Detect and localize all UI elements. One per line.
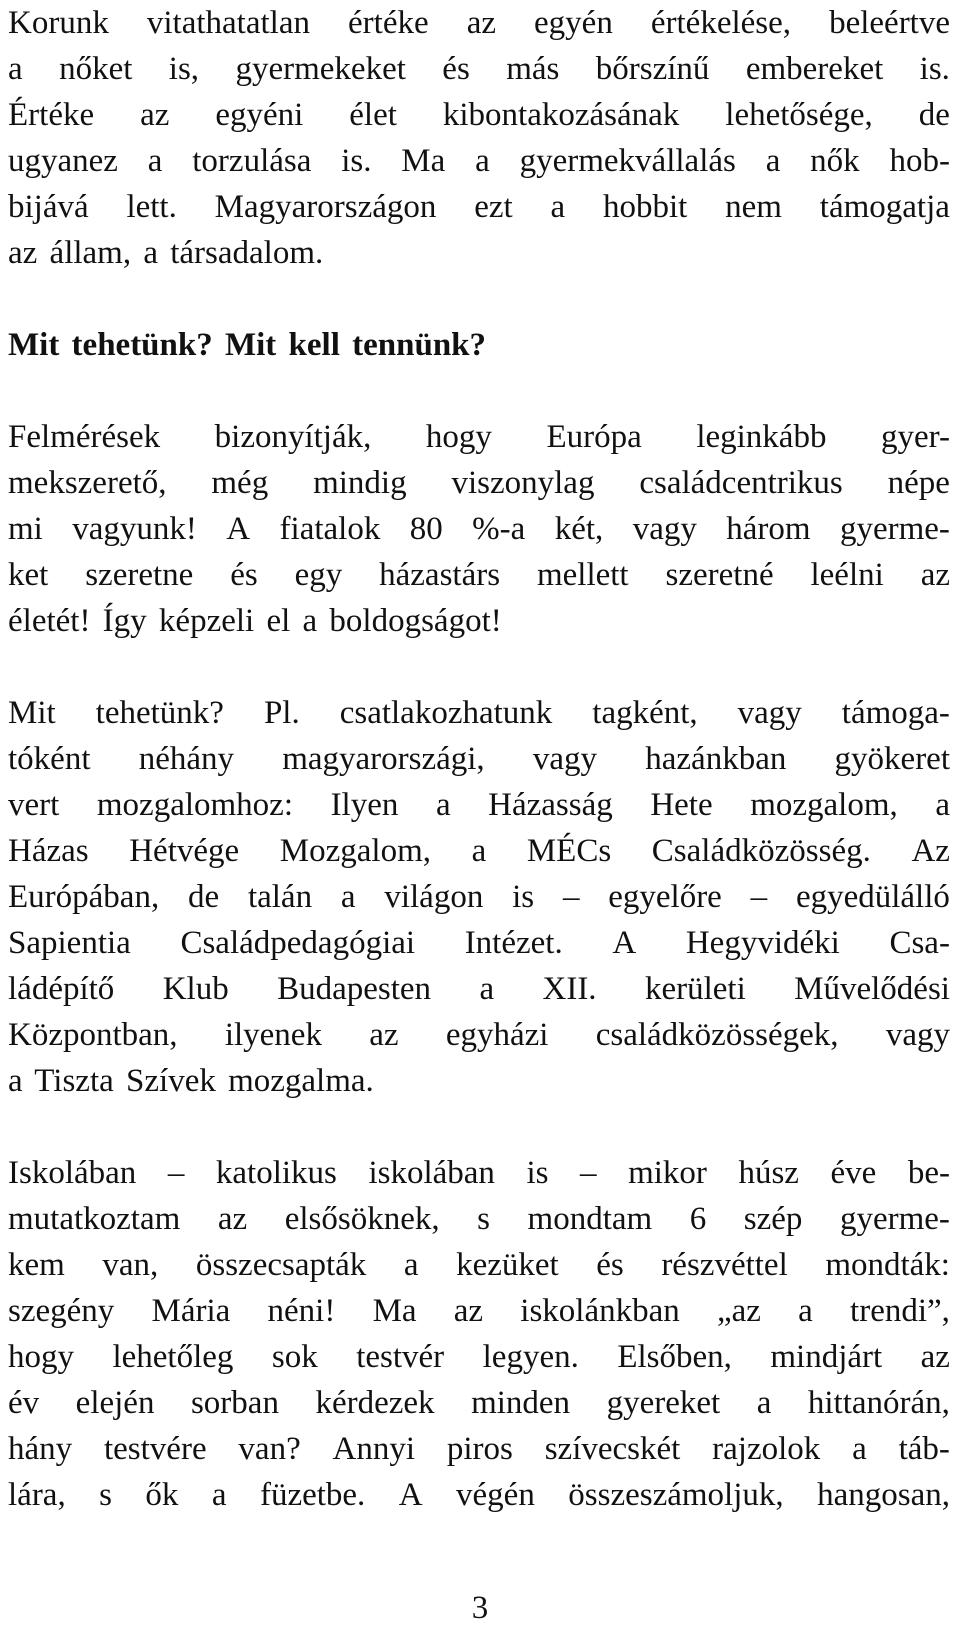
paragraph-survey [8, 414, 950, 644]
text-line: a Tiszta Szívek mozgalma. [8, 1063, 374, 1099]
text-line: Iskolában – katolikus iskolában is – mikor húsz éve be- [8, 1155, 950, 1191]
text-line: Sapientia Családpedagógiai Intézet. A Hegyvidéki Csa- [8, 925, 950, 961]
text-line: hogy lehetőleg sok testvér legyen. Elsőben, mindjárt az [8, 1339, 950, 1375]
text-line: ket szeretne és egy házastárs mellett szeretné leélni az [8, 557, 950, 593]
text-line: kem van, összecsapták a kezüket és részvéttel mondták: [8, 1247, 950, 1283]
text-line: Mit tehetünk? Pl. csatlakozhatunk tagként, vagy támoga- [8, 695, 950, 731]
text-line: ládépítő Klub Budapesten a XII. kerületi Művelődési [8, 971, 950, 1007]
text-line: bijává lett. Magyarországon ezt a hobbit nem támogatja [8, 189, 950, 225]
text-line: hány testvére van? Annyi piros szívecskét rajzolok a táb- [8, 1431, 950, 1467]
paragraph-intro [8, 0, 950, 276]
text-line: szegény Mária néni! Ma az iskolánkban „az a trendi”, [8, 1293, 950, 1329]
page-number: 3 [471, 1590, 489, 1626]
text-line: Korunk vitathatatlan értéke az egyén értékelése, beleértve [8, 5, 950, 41]
text-line: Értéke az egyéni élet kibontakozásának lehetősége, de [8, 97, 950, 133]
text-line: a nőket is, gyermekeket és más bőrszínű embereket is. [8, 51, 950, 87]
text-line: vert mozgalomhoz: Ilyen a Házasság Hete mozgalom, a [8, 787, 950, 823]
text-line: lára, s ők a füzetbe. A végén összeszámoljuk, hangosan, [8, 1477, 950, 1513]
text-line: mutatkoztam az elsősöknek, s mondtam 6 szép gyerme- [8, 1201, 950, 1237]
text-line: mekszerető, még mindig viszonylag családcentrikus népe [8, 465, 950, 501]
text-line: ugyanez a torzulása is. Ma a gyermekvállalás a nők hob- [8, 143, 950, 179]
text-line: Európában, de talán a világon is – egyelőre – egyedülálló [8, 879, 950, 915]
document-page [8, 0, 950, 1518]
text-line: Központban, ilyenek az egyházi családközösségek, vagy [8, 1017, 950, 1053]
text-line: az állam, a társadalom. [8, 235, 324, 271]
text-line: Házas Hétvége Mozgalom, a MÉCs Családközösség. Az [8, 833, 950, 869]
text-line: életét! Így képzeli el a boldogságot! [8, 603, 502, 639]
text-line: tóként néhány magyarországi, vagy hazánkban gyökeret [8, 741, 950, 777]
text-line: év elején sorban kérdezek minden gyereket a hittanórán, [8, 1385, 950, 1421]
text-line: Felmérések bizonyítják, hogy Európa leginkább gyer- [8, 419, 950, 455]
section-heading [8, 322, 950, 368]
text-line: mi vagyunk! A fiatalok 80 %-a két, vagy három gyerme- [8, 511, 950, 547]
heading-text: Mit tehetünk? Mit kell tennünk? [8, 327, 487, 363]
paragraph-movements [8, 690, 950, 1104]
paragraph-school [8, 1150, 950, 1518]
